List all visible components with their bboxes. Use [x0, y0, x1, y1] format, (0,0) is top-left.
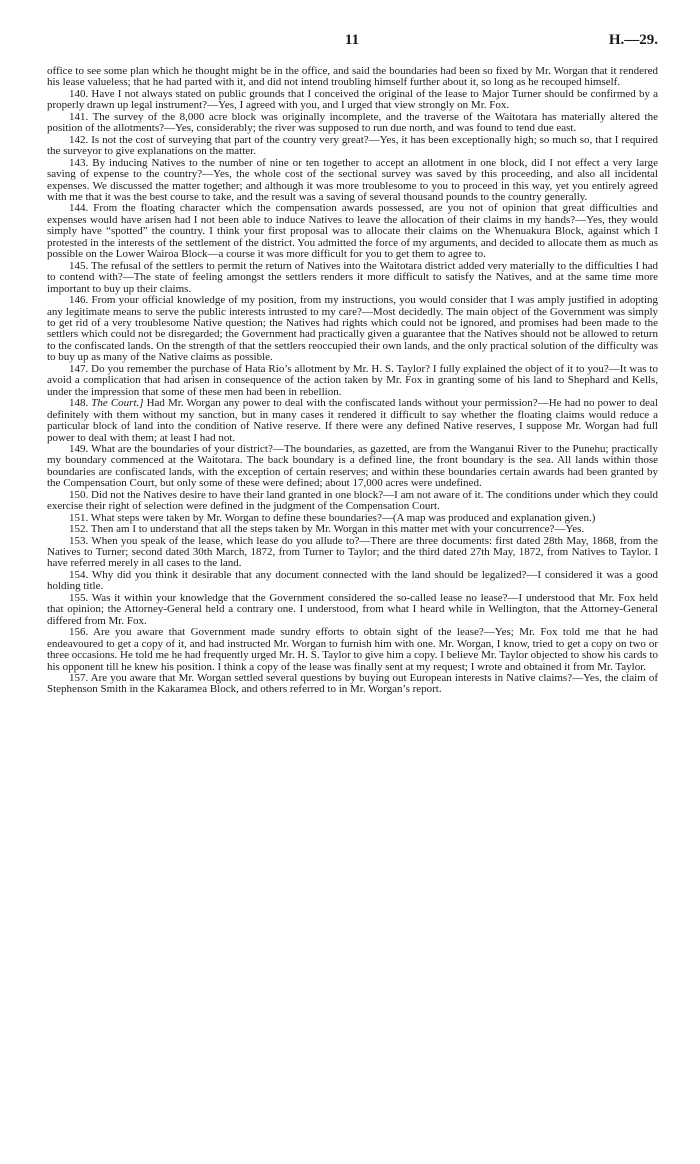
page-header	[46, 32, 658, 54]
question-text: Had Mr. Worgan any power to deal with the confiscated lands without your permission?—He had no power to deal definitely with them without my sanction, but in many cases it rendered it difficult to say whether the floating claims would reduce a particular block of land into the condition of Native reserve. If there were any defined Native reserves, I suppose Mr. Worgan had full power to deal with them; at least I had not.	[47, 397, 658, 444]
page-number: 11	[344, 32, 360, 48]
document-reference: H.—29.	[608, 32, 658, 48]
question-143: 143. By inducing Natives to the number of nine or ten together to accept an allotment in one block, did I not effect a very large saving of expense to the country?—Yes, the whole cost of the sectional survey was saved by this proceeding, and also all incidental expenses. We discussed the matter together; and although it was more troublesome to you to proceed in this way, yet you entirely agreed with me that it was the best course to take, and the result was a saving of several thousand pounds to the country generally.	[47, 156, 658, 203]
question-142: 142. Is not the cost of surveying that part of the country very great?—Yes, it has been exceptionally high; so much so, that I required the surveyor to give explanations on the matter.	[47, 133, 658, 158]
question-153: 153. When you speak of the lease, which lease do you allude to?—There are three documents: first dated 28th May, 1868, from the Natives to Turner; second dated 30th March, 1872, from Turner to Taylor; and the third dated 27th May, 1872, from Natives to Taylor. I have referred merely in all cases to the land.	[47, 534, 658, 570]
opening-paragraph: office to see some plan which he thought might be in the office, and said the boundaries had been so fixed by Mr. Worgan that it rendered his lease valueless; that he had parted with it, and did not intend troubling himself further about it, so long as he recouped himself.	[47, 65, 658, 89]
question-number: 148.	[69, 397, 92, 410]
question-146: 146. From your official knowledge of my position, from my instructions, you would consider that I was amply justified in adopting any legitimate means to serve the public interests intrusted to my care?—Most decidedly. The main object of the Government was simply to get rid of a very troublesome Native question; the Natives had rights which could not be ignored, and promises had been made to the settlers which could not be disregarded; the Government had practically given a guarantee that the Natives should not be allowed to return to the confiscated lands. On the strength of that the settlers reoccupied their own lands, and the only practical solution of the difficulty was to buy up as many of the Native claims as possible.	[47, 294, 658, 364]
question-152: 152. Then am I to understand that all the steps taken by Mr. Worgan in this matter met with your concurrence?—Yes.	[69, 523, 585, 536]
question-149: 149. What are the boundaries of your district?—The boundaries, as gazetted, are from the Wanganui River to the Punehu; practically my boundary commenced at the Waitotara. The back boundary is a defined line, the front boundary is the sea. All lands within those boundaries are confiscated lands, with the exception of certain reserves; and within these boundaries certain awards had been granted by the Compensation Court, but only some of these were defined; about 17,000 acres were undefined.	[47, 442, 658, 490]
question-145: 145. The refusal of the settlers to permit the return of Natives into the Waitotara district added very materially to the difficulties I had to contend with?—The state of feeling amongst the settlers renders it more difficult to satisfy the Natives, and at the same time more important to buy up their claims.	[47, 259, 658, 295]
question-140: 140. Have I not always stated on public grounds that I conceived the original of the lease to Major Turner should be confirmed by a properly drawn up legal instrument?—Yes, I agreed with you, and I urged that view strongly on Mr. Fox.	[47, 87, 658, 112]
question-148	[47, 398, 658, 444]
question-151: 151. What steps were taken by Mr. Worgan to define these boundaries?—(A map was produced and explanation given.)	[69, 511, 596, 524]
question-156: 156. Are you aware that Government made sundry efforts to obtain sight of the lease?—Yes; Mr. Fox told me that he had endeavoured to get a copy of it, and had instructed Mr. Worgan to furnish him with one. Mr. Worgan, I know, tried to get a copy on two or three occasions. He told me he had frequently urged Mr. H. S. Taylor to give him a copy. I believe Mr. Taylor objected to show his cards to his opponent till he knew his position. I think a copy of the lease was finally sent at my request; I wrote and obtained it from Mr. Taylor.	[47, 626, 658, 673]
body-text	[47, 66, 658, 696]
question-157: 157. Are you aware that Mr. Worgan settled several questions by buying out European interests in Native claims?—Yes, the claim of Stephenson Smith in the Kakaramea Block, and others referred to in Mr. Worgan’s report.	[47, 672, 658, 696]
court-label: The Court.]	[91, 397, 144, 410]
question-147: 147. Do you remember the purchase of Hata Rio’s allotment by Mr. H. S. Taylor? I fully explained the object of it to you?—It was to avoid a complication that had arisen in consequence of the action taken by Mr. Fox in granting some of his land to Shephard and Kells, under the impression that some of these men had been in rebellion.	[47, 362, 658, 398]
question-155: 155. Was it within your knowledge that the Government considered the so-called lease no lease?—I understood that Mr. Fox held that opinion; the Attorney-General held a contrary one. I understood, from what I heard while in Wellington, that the Attorney-General differed from Mr. Fox.	[47, 591, 658, 627]
question-150: 150. Did not the Natives desire to have their land granted in one block?—I am not aware of it. The conditions under which they could exercise their right of selection were defined in the judgment of the Compensation Court.	[47, 488, 658, 513]
question-144: 144. From the floating character which the compensation awards possessed, are you not of opinion that great difficulties and expenses would have arisen had I not been able to induce Natives to leave the allocation of their claims in my hands?—Yes, they would simply have “spotted” the country. I think your first proposal was to allocate their claims on the Whenuakura Block, against which I protested in the interests of the settlement of the district. You admitted the force of my arguments, and decided to allocate them as much as possible on the Lower Wairoa Block—a course it was more difficult for you to get them to agree to.	[47, 202, 658, 261]
question-141: 141. The survey of the 8,000 acre block was originally incomplete, and the traverse of the Waitotara has materially altered the position of the allotments?—Yes, considerably; the river was supposed to run due north, and was found to tend due east.	[47, 110, 658, 135]
question-154: 154. Why did you think it desirable that any document connected with the land should be legalized?—I considered it was a good holding title.	[47, 568, 658, 593]
